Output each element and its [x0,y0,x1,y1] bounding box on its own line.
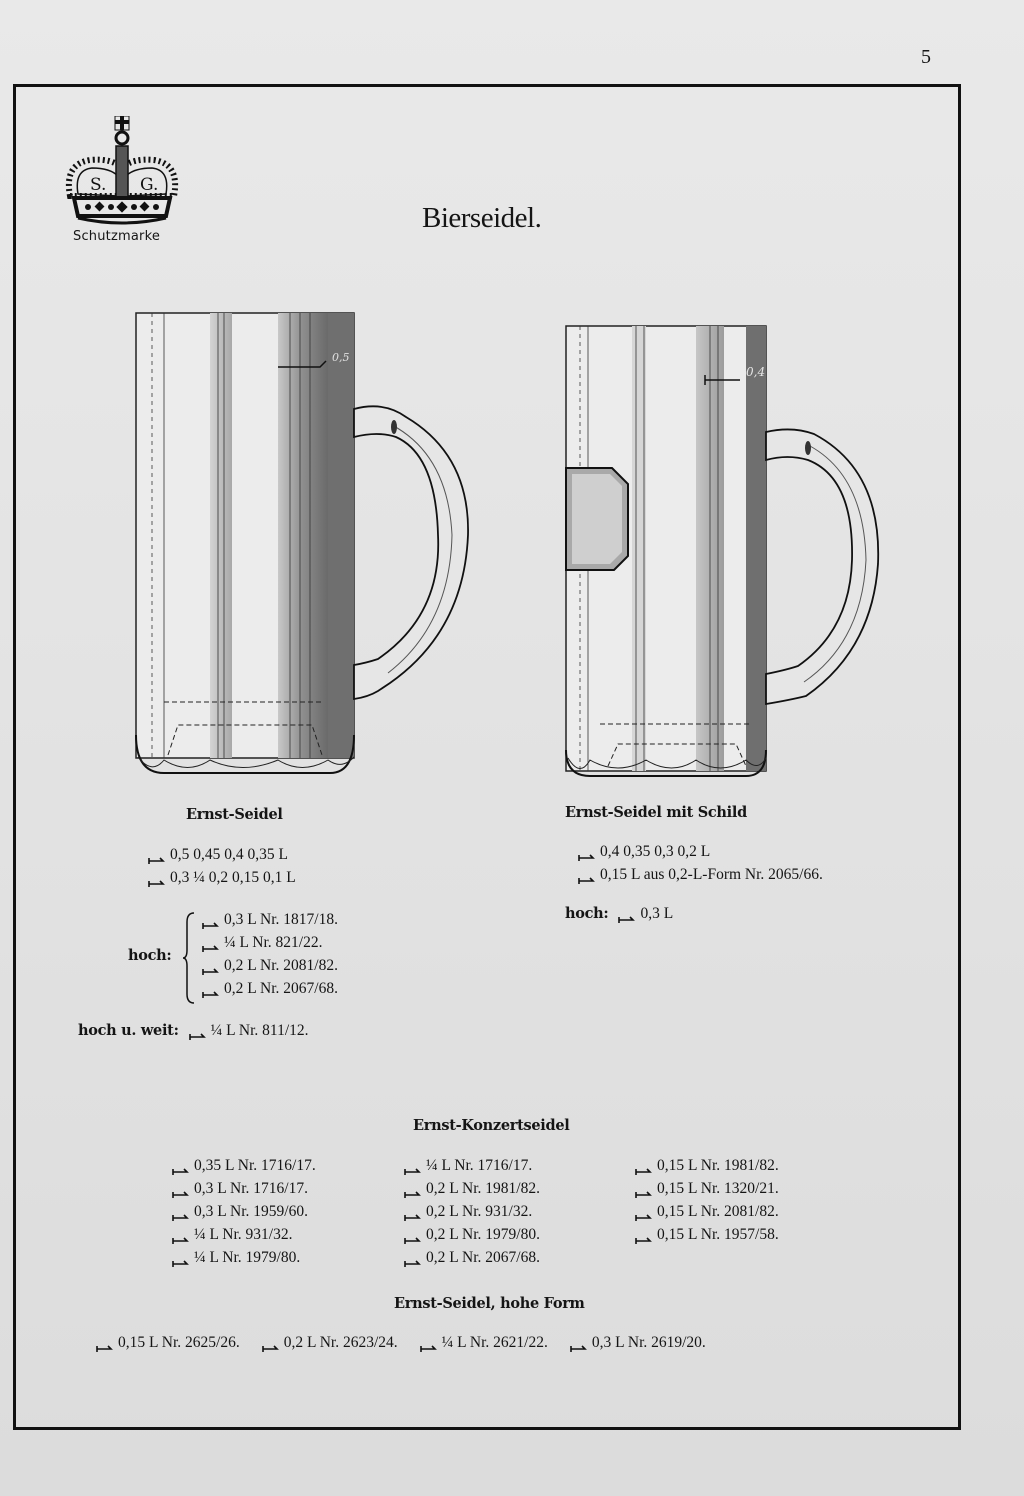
ernst-seidel-illustration [130,305,480,790]
konzertseidel-item-text: 0,2 L Nr. 1979/80. [426,1226,540,1243]
brace-icon [183,912,195,1004]
hoch-item-text: 0,2 L Nr. 2081/82. [224,957,338,974]
schild-hoch-row [565,902,673,925]
ernst-seidel-schild-illustration [560,320,890,790]
page-number: 5 [921,46,931,68]
hohe-form-item-text: 0,2 L Nr. 2623/24. [283,1334,398,1351]
konzertseidel-item [404,1154,540,1177]
konzertseidel-item-text: 0,3 L Nr. 1716/17. [194,1180,308,1197]
hoch-item [202,954,338,977]
hoch-list [202,908,338,1000]
hoch-item [202,931,338,954]
hoch-item-text: 0,3 L Nr. 1817/18. [224,911,338,928]
hohe-form-heading: Ernst-Seidel, hohe Form [394,1295,585,1312]
measure-arrow-icon [578,869,596,877]
measure-arrow-icon [189,1025,207,1033]
measure-arrow-icon [618,908,636,916]
measure-arrow-icon [172,1206,190,1214]
size-line [578,863,823,886]
measure-arrow-icon [404,1183,422,1191]
measure-arrow-icon [202,937,220,945]
schild-hoch-label: hoch: [565,905,609,922]
hohe-form-item [96,1331,240,1354]
measure-arrow-icon [635,1183,653,1191]
konzertseidel-item [172,1246,316,1269]
measure-arrow-icon [420,1337,438,1345]
konzertseidel-item [404,1200,540,1223]
measure-arrow-icon [578,846,596,854]
measure-arrow-icon [404,1160,422,1168]
hoch-item-text: 0,2 L Nr. 2067/68. [224,980,338,997]
konzertseidel-item-text: 0,2 L Nr. 2067/68. [426,1249,540,1266]
konzertseidel-item [172,1154,316,1177]
konzertseidel-item-text: 0,35 L Nr. 1716/17. [194,1157,316,1174]
measure-arrow-icon [202,983,220,991]
konzertseidel-item-text: 0,2 L Nr. 931/32. [426,1203,533,1220]
trademark-caption: Schutzmarke [73,229,161,244]
measure-arrow-icon [635,1206,653,1214]
konzertseidel-item-text: 0,2 L Nr. 1981/82. [426,1180,540,1197]
measure-arrow-icon [172,1229,190,1237]
measure-arrow-icon [404,1229,422,1237]
size-line [148,843,296,866]
measure-arrow-icon [404,1252,422,1260]
mug2-fill-mark: 0,4 [746,365,766,379]
hohe-form-item-text: 0,3 L Nr. 2619/20. [591,1334,706,1351]
measure-arrow-icon [148,849,166,857]
konzertseidel-item [404,1223,540,1246]
measure-arrow-icon [96,1337,114,1345]
mug1-fill-mark: 0,5 [332,351,350,364]
konzertseidel-item [635,1223,779,1246]
hoch-weit-row [78,1019,309,1042]
konzertseidel-item-text: 0,15 L Nr. 1981/82. [657,1157,779,1174]
schild-sizes [578,840,823,886]
konzertseidel-item [172,1177,316,1200]
size-values: 0,3 ¼ 0,2 0,15 0,1 L [170,869,296,886]
measure-arrow-icon [202,960,220,968]
konzertseidel-item-text: 0,15 L Nr. 2081/82. [657,1203,779,1220]
konzertseidel-item [635,1177,779,1200]
konzertseidel-item [404,1246,540,1269]
size-values: 0,15 L aus 0,2-L-Form Nr. 2065/66. [600,866,823,883]
trademark-letter-s: S. [90,175,107,195]
konzertseidel-item [172,1223,316,1246]
size-values: 0,4 0,35 0,3 0,2 L [600,843,711,860]
konzertseidel-item-text: 0,15 L Nr. 1957/58. [657,1226,779,1243]
konzertseidel-item-text: 0,3 L Nr. 1959/60. [194,1203,308,1220]
size-line [148,866,296,889]
trademark-logo [60,116,190,251]
konzertseidel-column-1 [172,1154,316,1269]
ernst-seidel-sizes [148,843,296,889]
konzertseidel-heading: Ernst-Konzertseidel [413,1117,570,1134]
measure-arrow-icon [635,1160,653,1168]
konzertseidel-item [635,1200,779,1223]
size-line [578,840,823,863]
measure-arrow-icon [635,1229,653,1237]
crown-icon [60,116,190,231]
hoch-weit-value: ¼ L Nr. 811/12. [210,1022,309,1039]
trademark-letter-g: G. [140,175,159,195]
hoch-weit-label: hoch u. weit: [78,1022,179,1039]
konzertseidel-item [635,1154,779,1177]
hohe-form-item [262,1331,398,1354]
hoch-item [202,977,338,1000]
hoch-label: hoch: [128,947,172,964]
size-values: 0,5 0,45 0,4 0,35 L [170,846,288,863]
schild-hoch-value: 0,3 L [640,905,674,922]
hohe-form-list [96,1331,706,1354]
hohe-form-item-text: ¼ L Nr. 2621/22. [441,1334,548,1351]
measure-arrow-icon [202,914,220,922]
konzertseidel-column-2 [404,1154,540,1269]
konzertseidel-item-text: ¼ L Nr. 1716/17. [426,1157,533,1174]
konzertseidel-item [404,1177,540,1200]
ernst-seidel-heading: Ernst-Seidel [186,806,283,823]
page-title: Bierseidel. [422,202,542,234]
measure-arrow-icon [404,1206,422,1214]
hoch-item [202,908,338,931]
hohe-form-item-text: 0,15 L Nr. 2625/26. [118,1334,240,1351]
konzertseidel-item-text: 0,15 L Nr. 1320/21. [657,1180,779,1197]
ernst-seidel-schild-heading: Ernst-Seidel mit Schild [565,804,747,821]
hohe-form-item [420,1331,548,1354]
measure-arrow-icon [262,1337,280,1345]
measure-arrow-icon [172,1183,190,1191]
measure-arrow-icon [172,1160,190,1168]
konzertseidel-item-text: ¼ L Nr. 931/32. [194,1226,293,1243]
measure-arrow-icon [172,1252,190,1260]
measure-arrow-icon [570,1337,588,1345]
konzertseidel-column-3 [635,1154,779,1246]
konzertseidel-item-text: ¼ L Nr. 1979/80. [194,1249,301,1266]
hohe-form-item [570,1331,706,1354]
measure-arrow-icon [148,872,166,880]
hoch-item-text: ¼ L Nr. 821/22. [224,934,323,951]
konzertseidel-item [172,1200,316,1223]
